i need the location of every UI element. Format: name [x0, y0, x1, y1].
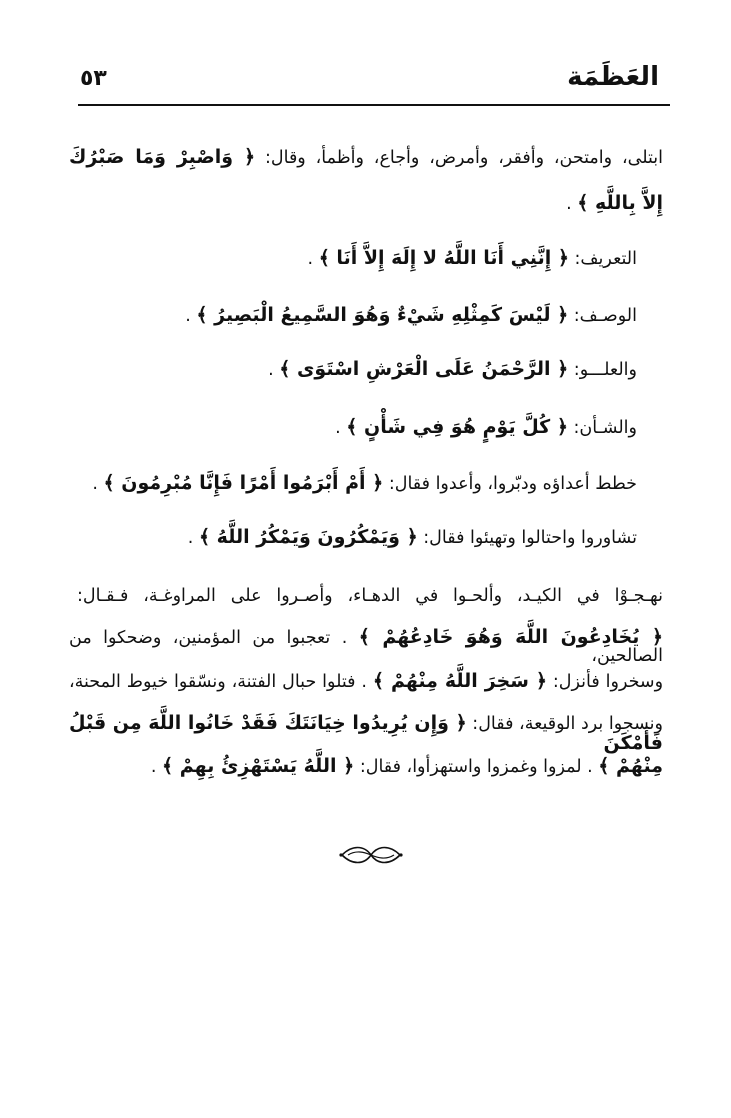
- text-line: [77, 586, 663, 606]
- text-line: [335, 418, 637, 438]
- line-text: ونسجوا برد الوقيعة، فقال:: [466, 714, 664, 734]
- text-line: [151, 757, 663, 777]
- line-text: .: [150, 757, 163, 777]
- text-line: [188, 528, 637, 548]
- line-text: .: [268, 360, 280, 380]
- quran-quote: ﴿ لَيْسَ كَمِثْلِهِ شَيْءٌ وَهُوَ السَّمِيعُ الْبَصِيرُ ﴾: [196, 304, 569, 326]
- floral-divider-icon: [338, 843, 404, 867]
- text-line: [92, 474, 637, 494]
- quran-quote: ﴿ إِنَّنِي أَنَا اللَّهُ لا إِلَهَ إِلاَّ أَنَا ﴾: [318, 247, 569, 269]
- line-text: .: [92, 474, 104, 494]
- quran-quote: إِلاَّ بِاللَّهِ ﴾: [577, 192, 663, 214]
- text-line: [268, 360, 637, 380]
- line-text: والشـأن:: [567, 418, 637, 438]
- line-text: .: [185, 306, 197, 326]
- line-text: تشاوروا واحتالوا وتهيئوا فقال:: [417, 528, 637, 548]
- line-text: الوصـف:: [568, 306, 637, 326]
- line-text: التعريف:: [568, 249, 637, 269]
- line-text: نهـجـوْا في الكيـد، وألحـوا في الدهـاء، وأصـروا على المراوغـة، فـقـال:: [77, 586, 663, 606]
- line-text: خطط أعداؤه ودبّروا، وأعدوا فقال:: [383, 474, 637, 494]
- text-line: [308, 249, 637, 269]
- quran-quote: ﴿ وَإِن يُرِيدُوا خِيَانَتَكَ فَقَدْ خَانُوا اللَّهَ مِن قَبْلُ فَأَمْكَنَ: [69, 712, 663, 754]
- line-text: والعلـــو:: [568, 360, 637, 380]
- text-line: [69, 672, 663, 692]
- quran-quote: ﴿ سَخِرَ اللَّهُ مِنْهُمْ ﴾: [372, 670, 548, 692]
- line-text: . تعجبوا من المؤمنين، وضحكوا من الصالحين،: [69, 628, 663, 666]
- text-line: [69, 148, 663, 168]
- quran-quote: ﴿ اللَّهُ يَسْتَهْزِئُ بِهِمْ ﴾: [162, 755, 355, 777]
- text-line: [69, 714, 663, 753]
- line-text: ابتلى، وامتحن، وأفقر، وأمرض، وأجاع، وأظمأ، وقال:: [255, 148, 663, 168]
- line-text: .: [335, 418, 347, 438]
- quran-quote: ﴿ أَمْ أَبْرَمُوا أَمْرًا فَإِنَّا مُبْرِمُونَ ﴾: [103, 472, 384, 494]
- quran-quote: ﴿ وَيَمْكُرُونَ وَيَمْكُرُ اللَّهُ ﴾: [198, 526, 418, 548]
- text-line: [566, 194, 663, 214]
- page-number: ٥٣: [80, 66, 107, 91]
- quran-quote: ﴿ الرَّحْمَنُ عَلَى الْعَرْشِ اسْتَوَى ﴾: [279, 358, 569, 380]
- header-rule: [78, 104, 670, 106]
- line-text: . فتلوا حبال الفتنة، ونسّقوا خيوط المحنة،: [69, 672, 373, 692]
- line-text: .: [566, 194, 578, 214]
- text-line: [69, 628, 663, 665]
- quran-quote: ﴿ كُلَّ يَوْمٍ هُوَ فِي شَأْنٍ ﴾: [346, 416, 568, 438]
- text-line: [185, 306, 637, 326]
- page-title: العَظَمَة: [567, 62, 659, 92]
- quran-quote: ﴿ يُخَادِعُونَ اللَّهَ وَهُوَ خَادِعُهُمْ ﴾: [358, 626, 663, 648]
- line-text: وسخروا فأنزل:: [547, 672, 664, 692]
- quran-quote: ﴿ وَاصْبِرْ وَمَا صَبْرُكَ: [69, 146, 256, 168]
- line-text: . لمزوا وغمزوا واستهزأوا، فقال:: [354, 757, 599, 777]
- line-text: .: [187, 528, 199, 548]
- quran-quote: مِنْهُمْ ﴾: [598, 755, 663, 777]
- line-text: .: [307, 249, 319, 269]
